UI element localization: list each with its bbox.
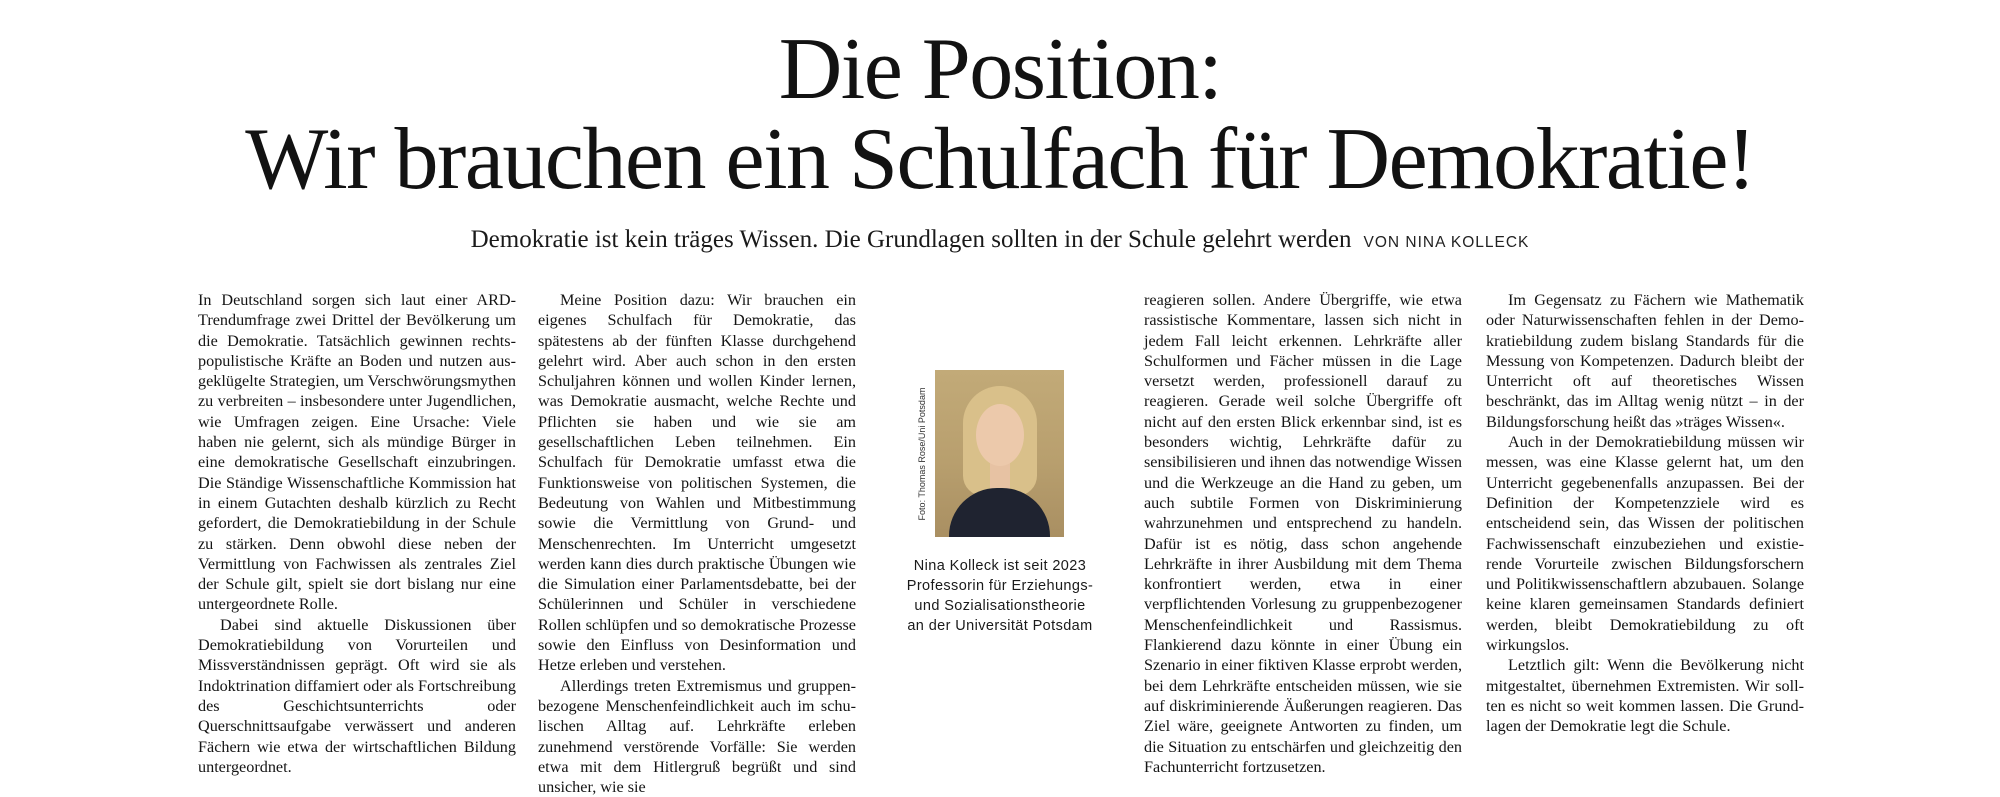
photo-credit bbox=[912, 370, 932, 537]
caption-line: an der Universität Potsdam bbox=[907, 618, 1093, 634]
byline: VON NINA KOLLECK bbox=[1363, 234, 1530, 251]
author-portrait-photo bbox=[935, 370, 1064, 537]
paragraph: Allerdings treten Extremismus und gruppenbezogene Menschenfeindlichkeit auch im schulischen Alltag auf. Lehrkräfte erleben zunehmend verstörende Vorfälle: Sie werden etwa mit dem Hitlergruß begrüßt und sind unsicher, wie sie bbox=[538, 676, 856, 797]
paragraph: Letztlich gilt: Wenn die Bevölkerung nicht mitgestaltet, übernehmen Extremisten. Wir sollten es nicht so weit kommen lassen. Die Grundlagen der Demokratie legt die Schule. bbox=[1486, 656, 1804, 736]
caption-line: Nina Kolleck ist seit 2023 bbox=[913, 558, 1087, 574]
subheadline bbox=[0, 226, 2000, 254]
portrait-face bbox=[976, 404, 1024, 466]
paragraph: reagieren sollen. Andere Übergriffe, wie etwa rassistische Kommentare, lassen sich nicht in jedem Fall leicht erkennen. Lehrkräfte aller Schulformen und Fächer müssen in die Lage versetzt werden, professionell darauf zu reagieren. Gerade weil solche Übergriffe oft nicht auf den ersten Blick erkennbar sind, ist es besonders wichtig, Lehrkräfte dafür zu sensibilisieren und ihnen das notwendige Wissen und die Werkzeuge an die Hand zu geben, um auch subtile Formen von Diskriminierung wahrzunehmen und entsprechend zu handeln. Dafür ist es nötig, dass schon angehende Lehrkräfte in ihrer Ausbildung mit dem Thema konfrontiert werden, etwa in einer verpflichtenden Vorlesung zu gruppenbezogener Menschenfeindlichkeit und Rassismus. Flankierend dazu könnte in einer Übung ein Szenario in einer fiktiven Klasse erprobt werden, bei dem Lehrkräfte entscheiden müssen, wie sie auf diskriminierende Äußerungen reagieren. Das Ziel wäre, geeignete Antworten zu finden, um die Situation zu entschärfen und gleichzeitig den Fachunterricht fortzusetzen. bbox=[1144, 291, 1462, 776]
caption-line: und Sozialisationstheorie bbox=[914, 598, 1086, 614]
paragraph: Meine Position dazu: Wir brauchen ein eigenes Schulfach für Demokratie, das spätestens ab der fünften Klasse durchgehend gelehrt wird. Aber auch schon in den ersten Schuljahren können und wollen Kinder lernen, was Demokratie ausmacht, welche Rechte und Pflichten sie haben und wie sie am gesellschaftlichen Leben teilnehmen. Ein Schulfach für Demokratie umfasst etwa die Funktionsweise von politischen Systemen, die Bedeutung von Wahlen und Mitbestimmung sowie die Vermittlung von Grund- und Menschenrechten. Im Unterricht umgesetzt werden kann dies durch praktische Übungen wie die Simulation einer Parlamentsdebatte, bei der Schülerinnen und Schüler in verschiedene Rollen schlüpfen und so demokratische Prozesse sowie den Einfluss von Desinformation und Hetze erleben und verstehen. bbox=[538, 291, 856, 675]
paragraph: Dabei sind aktuelle Diskussionen über Demokratiebildung von Vorurteilen und Missverständnissen geprägt. Oft wird sie als Indoktrination diffamiert oder als Fortschreibung des Geschichtsunterrichts oder Querschnittsaufgabe verwässert und anderen Fächern wie etwa der wirtschaftlichen Bildung untergeordnet. bbox=[198, 615, 516, 776]
paragraph: Im Gegensatz zu Fächern wie Mathematik oder Naturwissenschaften fehlen in der Demokratiebildung zudem bislang Standards für die Messung von Kompetenzen. Dadurch bleibt der Unterricht oft auf theoretisches Wissen beschränkt, das im Alltag wenig nützt – in der Bildungsforschung heißt das »träges Wissen«. bbox=[1486, 291, 1804, 431]
dek-text: Demokratie ist kein träges Wissen. Die Grundlagen sollten in der Schule gelehrt werden bbox=[470, 226, 1352, 253]
headline-line-2: Wir brauchen ein Schulfach für Demokratie! bbox=[245, 111, 1755, 208]
article-column-4 bbox=[1486, 290, 1804, 737]
caption-line: Professorin für Erziehungs- bbox=[906, 578, 1094, 594]
photo-caption bbox=[880, 556, 1120, 636]
article-column-2 bbox=[538, 290, 856, 797]
paragraph: Auch in der Demokratiebildung müssen wir messen, was eine Klasse gelernt hat, um den Unterricht gegebenenfalls anzupassen. Bei der Definition der Kompetenzziele wird es entscheidend sein, das Wissen der politischen Fachwissenschaft einzubeziehen und existierende Vorurteile zwischen Bildungsforschern und Politikwissenschaftlern abzubauen. Solange keine klaren gemeinsamen Standards definiert werden, bleibt Demokratiebildung zu oft wirkungslos. bbox=[1486, 433, 1804, 655]
paragraph: In Deutschland sorgen sich laut einer ARD-Trendumfrage zwei Drittel der Bevölkerung um die Demokratie. Tatsächlich gewinnen rechtspopulistische Kräfte an Boden und nutzen ausgeklügelte Strategien, um Verschwörungsmythen zu verbreiten – insbesondere unter Jugendlichen, wie Umfragen zeigen. Eine Ursache: Viele haben nie gelernt, sich als mündige Bürger in eine demokratische Gesellschaft einzubringen. Die Ständige Wissenschaftliche Kommission hat in einem Gutachten deshalb kürzlich zu Recht gefordert, die Demokratiebildung in der Schule zu stärken. Denn obwohl diese neben der Vermittlung von Fachwissen als zentrales Ziel der Schule gilt, spielt sie dort bislang nur eine untergeordnete Rolle. bbox=[198, 291, 516, 614]
article-column-1 bbox=[198, 290, 516, 777]
article-column-3 bbox=[1144, 290, 1462, 777]
photo-credit-text: Foto: Thomas Rose/Uni Potsdam bbox=[917, 387, 927, 520]
headline-line-1: Die Position: bbox=[778, 21, 1222, 118]
portrait-body bbox=[949, 488, 1050, 537]
